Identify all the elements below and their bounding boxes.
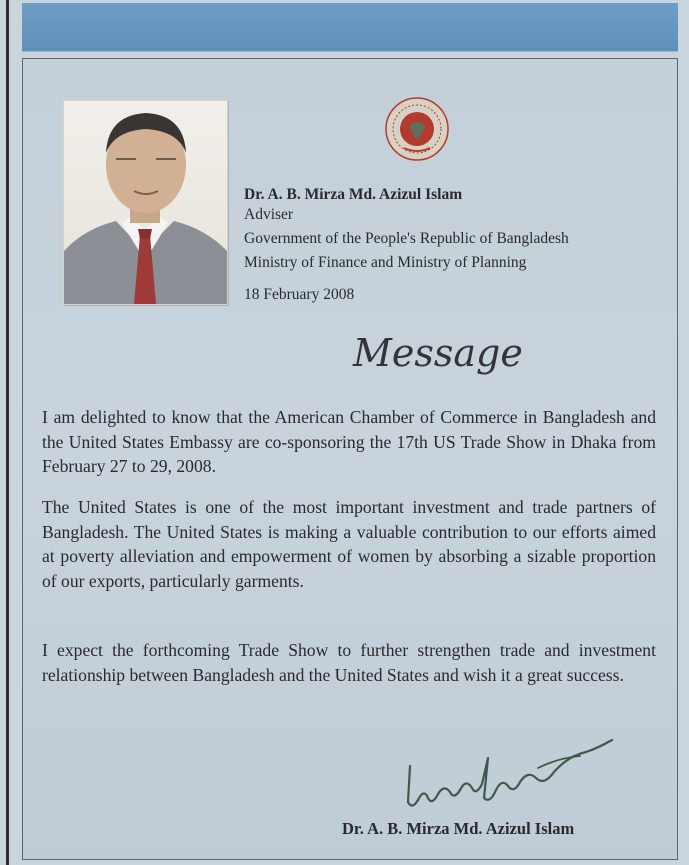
organization: Government of the People's Republic of Bangladesh <box>244 230 569 247</box>
column-rule <box>6 0 9 865</box>
paragraph-3: I expect the forthcoming Trade Show to further strengthen trade and investment relationship between Bangladesh and the United States and wish it a great success. <box>42 640 656 685</box>
message-date: 18 February 2008 <box>244 286 355 303</box>
header-band <box>22 3 678 52</box>
adviser-title: Adviser <box>244 206 294 223</box>
ministry: Ministry of Finance and Ministry of Planning <box>244 254 527 271</box>
government-seal-icon <box>384 96 450 162</box>
paragraph-2: The United States is one of the most important investment and trade partners of Bangladesh. The United States is making a valuable contribution to our efforts aimed at poverty alleviation and empowerment of women by absorbing a sizable proportion of our exports, particularly garments. <box>42 497 656 591</box>
message-heading: Message <box>353 331 523 375</box>
handwritten-signature <box>398 728 618 818</box>
portrait-photo <box>63 100 228 305</box>
adviser-name: Dr. A. B. Mirza Md. Azizul Islam <box>244 186 463 203</box>
paragraph-1: I am delighted to know that the American Chamber of Commerce in Bangladesh and the United States Embassy are co-sponsoring the 17th US Trade Show in Dhaka from February 27 to 29, 2008. <box>42 407 656 476</box>
signatory-name: Dr. A. B. Mirza Md. Azizul Islam <box>342 819 575 838</box>
